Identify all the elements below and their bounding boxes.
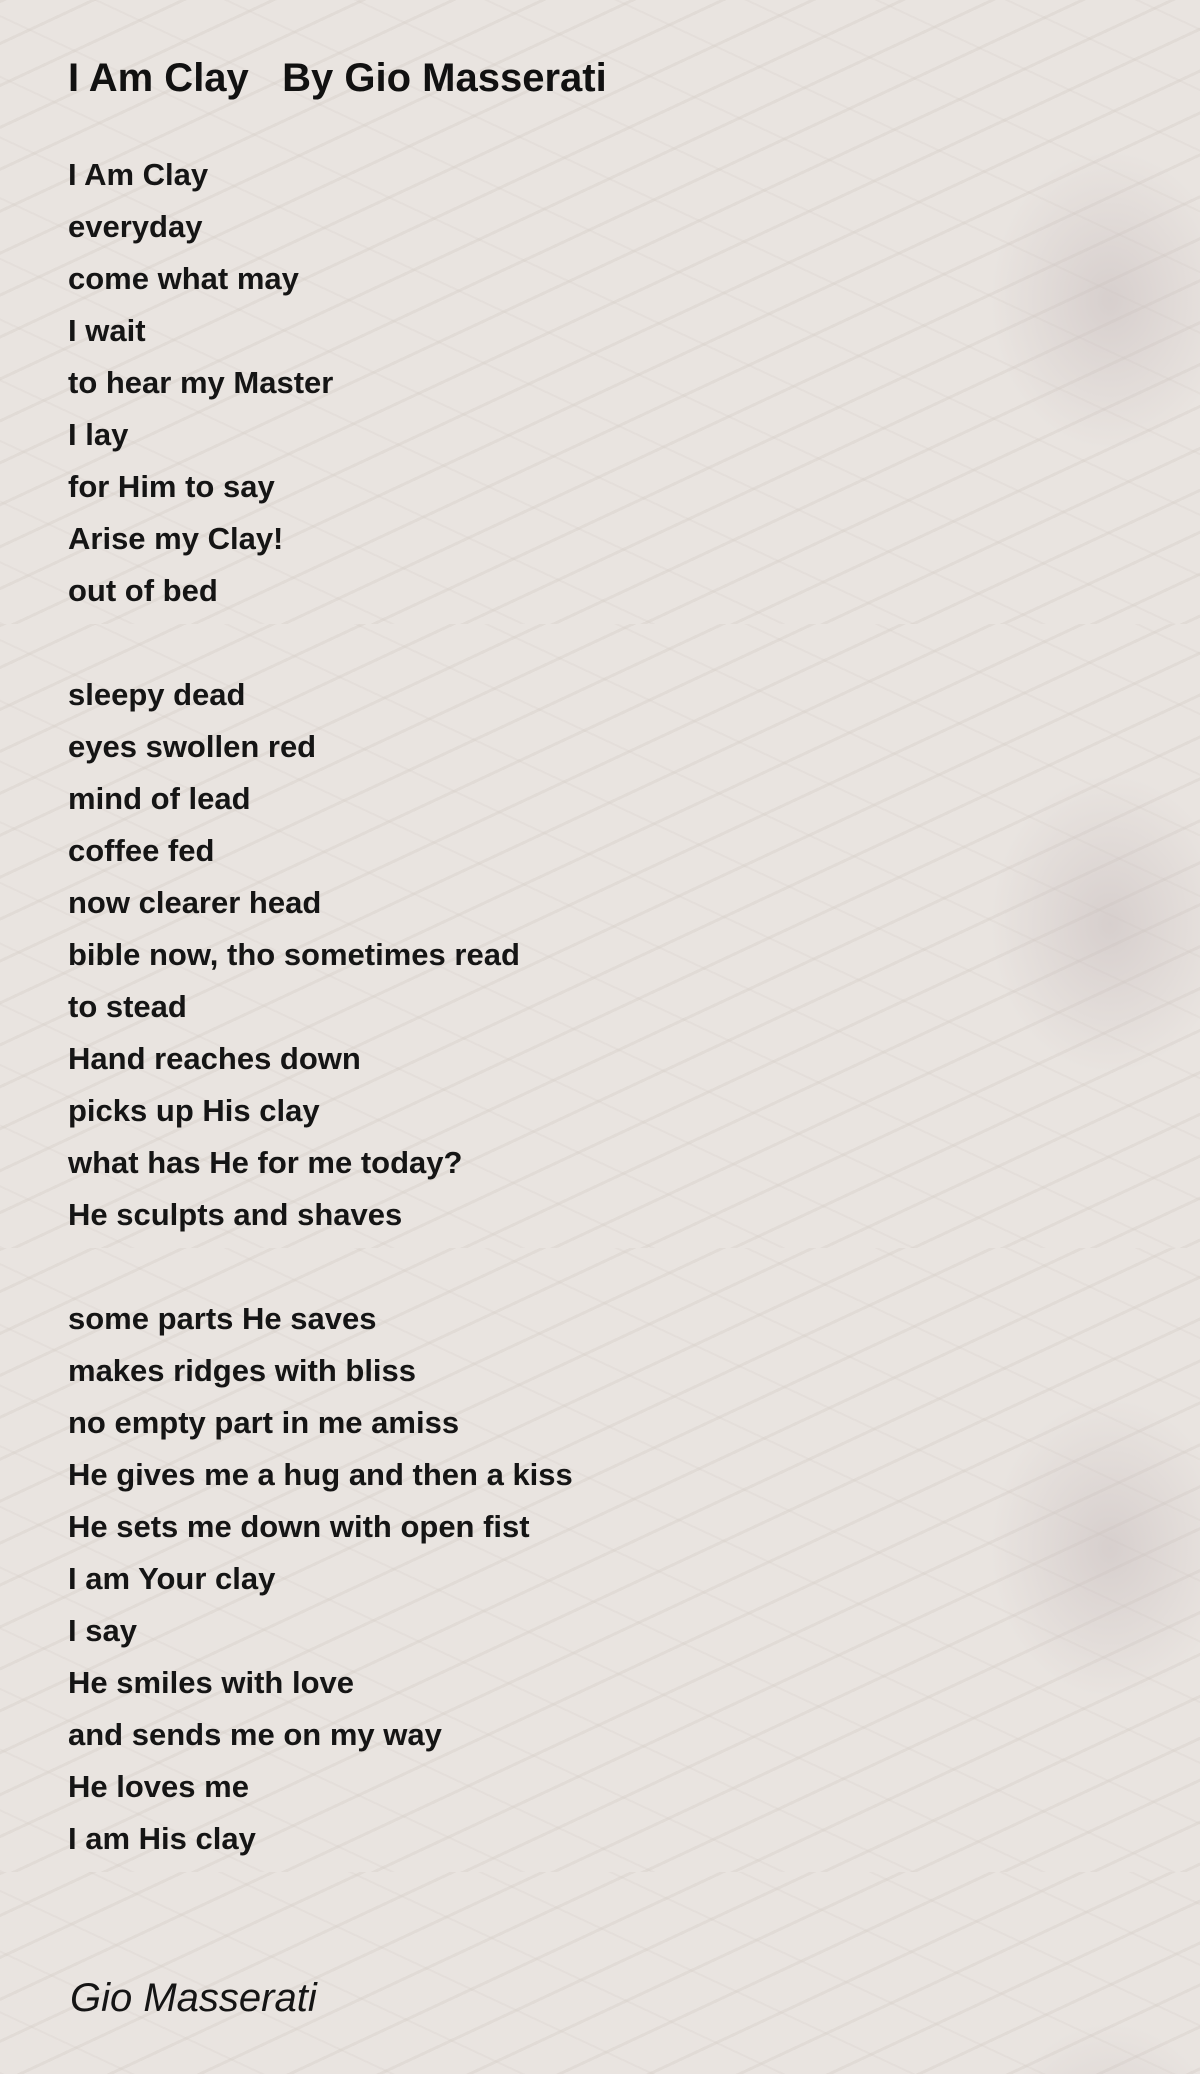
poem-line: everyday [68, 209, 203, 244]
stanza-1 [68, 149, 333, 617]
poem-line: coffee fed [68, 833, 215, 868]
poem-line: He gives me a hug and then a kiss [68, 1457, 573, 1492]
poem-line: I say [68, 1613, 137, 1648]
stanza-2 [68, 669, 520, 1241]
poem-line: now clearer head [68, 885, 322, 920]
poem-line: picks up His clay [68, 1093, 320, 1128]
poem-line: to hear my Master [68, 365, 334, 400]
author-signature: Gio Masserati [70, 1976, 317, 2020]
stanza-3 [68, 1293, 573, 1865]
poem-line: mind of lead [68, 781, 251, 816]
poem-line: Hand reaches down [68, 1041, 361, 1076]
poem-title: I Am Clay By Gio Masserati [68, 56, 607, 100]
poem-line: I wait [68, 313, 146, 348]
poem-line: He sets me down with open fist [68, 1509, 530, 1544]
poem-line: He smiles with love [68, 1665, 354, 1700]
poem-line: bible now, tho sometimes read [68, 937, 520, 972]
poem-line: and sends me on my way [68, 1717, 442, 1752]
poem-line: some parts He saves [68, 1301, 377, 1336]
poem-line: I am Your clay [68, 1561, 276, 1596]
poem-line: I lay [68, 417, 129, 452]
poem-line: no empty part in me amiss [68, 1405, 460, 1440]
poem-line: Arise my Clay! [68, 521, 284, 556]
poem-line: I Am Clay [68, 157, 209, 192]
poem-line: makes ridges with bliss [68, 1353, 417, 1388]
poem-line: to stead [68, 989, 187, 1024]
poem-line: what has He for me today? [68, 1145, 463, 1180]
poem-line: for Him to say [68, 469, 275, 504]
poem-line: come what may [68, 261, 299, 296]
poem-line: He sculpts and shaves [68, 1197, 403, 1232]
poem-line: sleepy dead [68, 677, 246, 712]
poem-line: eyes swollen red [68, 729, 317, 764]
poem-line: He loves me [68, 1769, 249, 1804]
poem-line: I am His clay [68, 1821, 256, 1856]
poem-line: out of bed [68, 573, 218, 608]
